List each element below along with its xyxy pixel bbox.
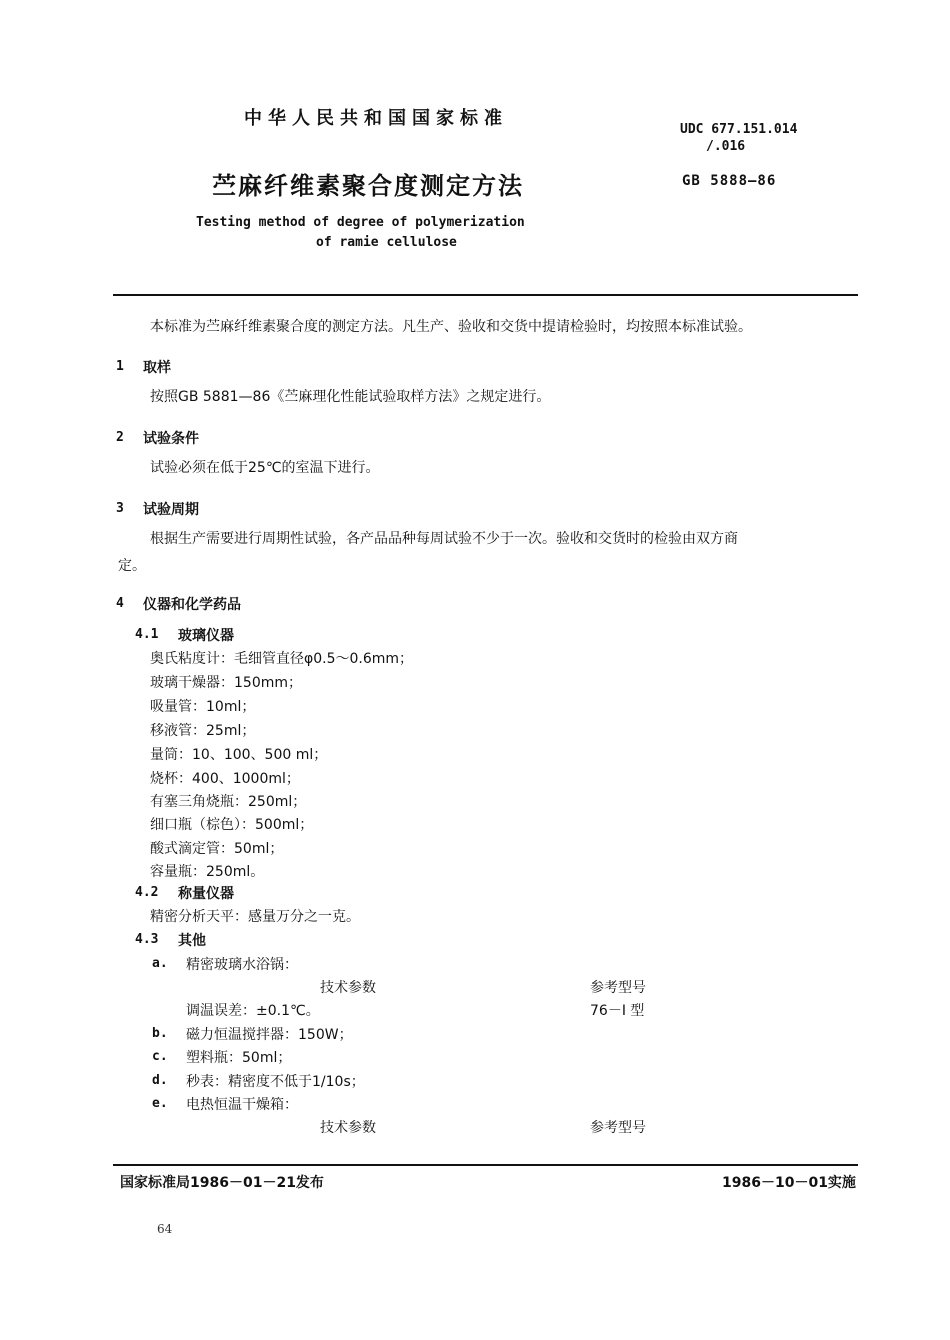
section-1-number: 1 xyxy=(116,359,124,374)
footer-rule xyxy=(113,1164,858,1166)
intro-paragraph: 本标准为苎麻纤维素聚合度的测定方法。凡生产、验收和交货中提请检验时，均按照本标准试验。 xyxy=(150,319,752,335)
item-a-param: 调温误差：±0.1℃。 xyxy=(186,1003,320,1019)
item-b-label: b. xyxy=(152,1026,168,1041)
item-e-model-header: 参考型号 xyxy=(590,1120,646,1136)
item-c-text: 塑料瓶：50ml； xyxy=(186,1050,292,1066)
item-a-params-header: 技术参数 xyxy=(320,980,376,996)
glass-item: 吸量管：10ml； xyxy=(150,699,256,715)
section-4-2-number: 4.2 xyxy=(135,885,159,900)
item-a-label: a. xyxy=(152,956,168,971)
glass-item: 细口瓶（棕色）：500ml； xyxy=(150,817,314,833)
udc-line-2: /.016 xyxy=(706,139,746,154)
english-title-line-1: Testing method of degree of polymerization xyxy=(196,215,525,230)
item-d-text: 秒表：精密度不低于1/10s； xyxy=(186,1074,365,1090)
glass-item: 奥氏粘度计：毛细管直径φ0.5～0.6mm； xyxy=(150,651,414,667)
section-4-2-title: 称量仪器 xyxy=(178,886,234,902)
section-4-1-title: 玻璃仪器 xyxy=(178,628,234,644)
item-e-params-header: 技术参数 xyxy=(320,1120,376,1136)
item-a-model: 76－Ⅰ 型 xyxy=(590,1003,645,1019)
gb-number: GB 5888—86 xyxy=(682,173,777,189)
section-3-body-line-1: 根据生产需要进行周期性试验，各产品品种每周试验不少于一次。验收和交货时的检验由双方商 xyxy=(150,531,738,547)
section-4-3-title: 其他 xyxy=(178,933,206,949)
section-3-title: 试验周期 xyxy=(143,502,199,518)
section-2-number: 2 xyxy=(116,430,124,445)
section-4-1-number: 4.1 xyxy=(135,627,159,642)
header-rule xyxy=(113,294,858,296)
glass-item: 烧杯：400、1000ml； xyxy=(150,771,300,787)
section-4-2-body: 精密分析天平：感量万分之一克。 xyxy=(150,909,360,925)
issue-date: 国家标准局1986－01－21发布 xyxy=(120,1175,324,1191)
section-4-number: 4 xyxy=(116,596,124,611)
udc-line-1: UDC 677.151.014 xyxy=(680,122,798,137)
section-2-body: 试验必须在低于25℃的室温下进行。 xyxy=(150,460,380,476)
item-c-label: c. xyxy=(152,1049,168,1064)
glass-item: 量筒：10、100、500 ml； xyxy=(150,747,328,763)
section-3-number: 3 xyxy=(116,501,124,516)
effective-date: 1986－10－01实施 xyxy=(722,1175,856,1191)
glass-item: 移液管：25ml； xyxy=(150,723,256,739)
page-number: 64 xyxy=(157,1222,173,1236)
glass-item: 酸式滴定管：50ml； xyxy=(150,841,284,857)
item-b-text: 磁力恒温搅拌器：150W； xyxy=(186,1027,353,1043)
item-e-text: 电热恒温干燥箱： xyxy=(186,1097,298,1113)
standard-title: 中华人民共和国国家标准 xyxy=(244,108,508,129)
glass-item: 容量瓶：250ml。 xyxy=(150,864,265,880)
item-d-label: d. xyxy=(152,1073,168,1088)
section-1-title: 取样 xyxy=(143,360,171,376)
main-title: 苎麻纤维素聚合度测定方法 xyxy=(212,172,524,200)
section-4-title: 仪器和化学药品 xyxy=(143,597,241,613)
section-4-3-number: 4.3 xyxy=(135,932,159,947)
english-title-line-2: of ramie cellulose xyxy=(316,235,457,250)
section-2-title: 试验条件 xyxy=(143,431,199,447)
item-e-label: e. xyxy=(152,1096,168,1111)
section-1-body: 按照GB 5881—86《苎麻理化性能试验取样方法》之规定进行。 xyxy=(150,389,551,405)
item-a-model-header: 参考型号 xyxy=(590,980,646,996)
glass-item: 有塞三角烧瓶：250ml； xyxy=(150,794,307,810)
item-a-text: 精密玻璃水浴锅： xyxy=(186,957,298,973)
glass-item: 玻璃干燥器：150mm； xyxy=(150,675,302,691)
section-3-body-line-2: 定。 xyxy=(118,558,146,574)
